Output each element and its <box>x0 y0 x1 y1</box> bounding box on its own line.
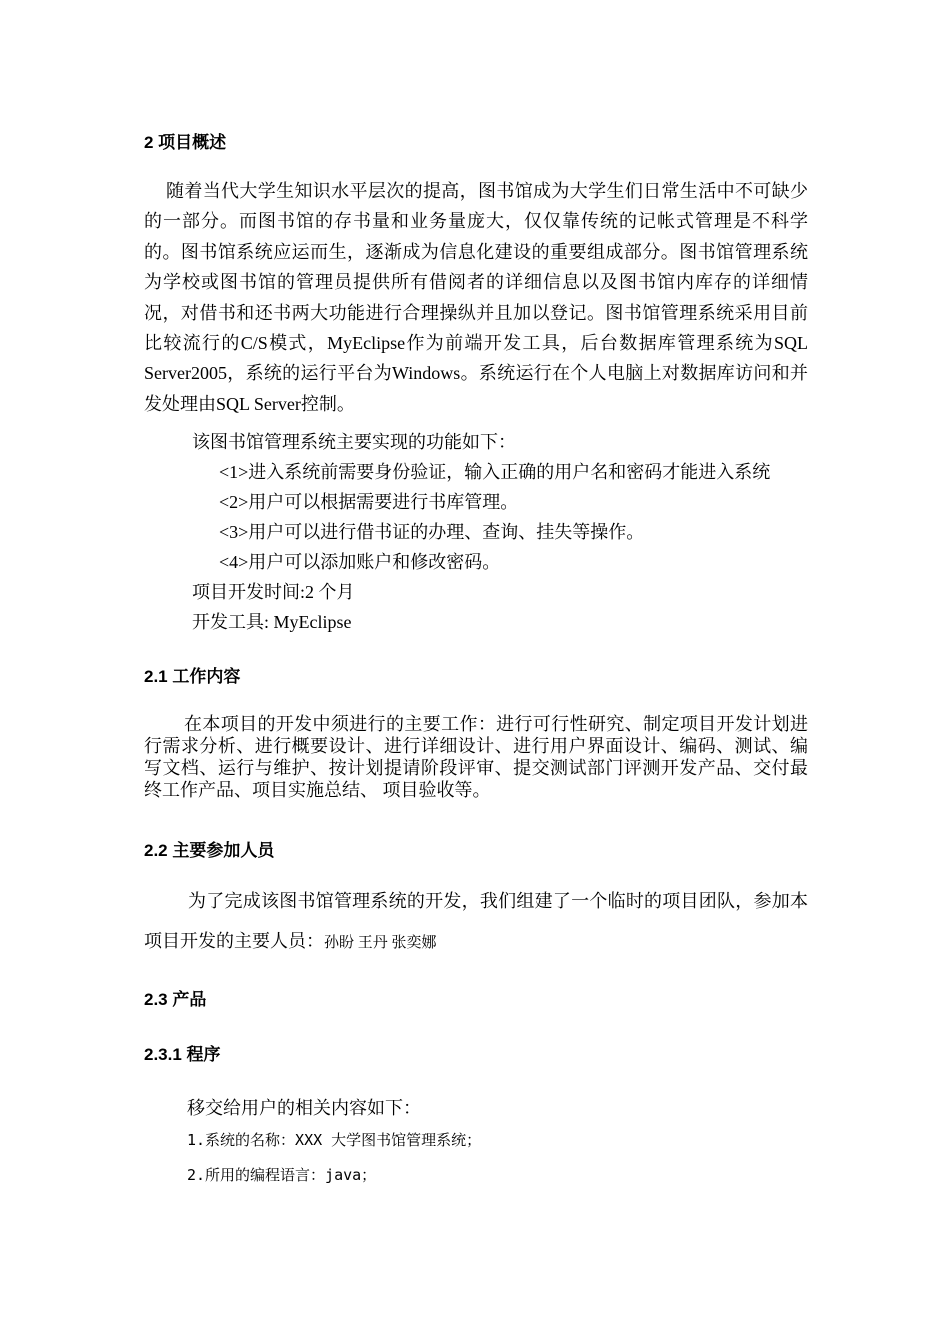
function-item-2: <2>用户可以根据需要进行书库管理。 <box>219 492 519 512</box>
team-paragraph <box>144 881 808 963</box>
section-heading-2: 2 项目概述 <box>144 133 227 152</box>
work-content-paragraph: 在本项目的开发中须进行的主要工作：进行可行性研究、制定项目开发计划进行需求分析、进行概要设计、进行详细设计、进行用户界面设计、编码、测试、编写文档、运行与维护、按计划提请阶段评审、提交测试部门评测开发产品、交付最终工作产品、项目实施总结、 项目验收等。 <box>144 714 808 800</box>
deliverable-item-2: 2.所用的编程语言：java； <box>187 1166 377 1184</box>
functions-intro: 该图书馆管理系统主要实现的功能如下： <box>192 432 516 452</box>
function-item-4: <4>用户可以添加账户和修改密码。 <box>219 552 501 572</box>
dev-time: 项目开发时间:2 个月 <box>192 582 355 602</box>
overview-paragraph: 随着当代大学生知识水平层次的提高，图书馆成为大学生们日常生活中不可缺少的一部分。而图书馆的存书量和业务量庞大，仅仅靠传统的记帐式管理是不科学的。图书馆系统应运而生，逐渐成为信息化建设的重要组成部分。图书馆管理系统为学校或图书馆的管理员提供所有借阅者的详细信息以及图书馆内库存的详细情况，对借书和还书两大功能进行合理操纵并且加以登记。图书馆管理系统采用目前比较流行的C/S模式，MyEclipse作为前端开发工具，后台数据库管理系统为SQL Server2005，系统的运行平台为Windows。系统运行在个人电脑上对数据库访问和并发处理由SQL Server控制。 <box>144 181 808 414</box>
deliverables-intro: 移交给用户的相关内容如下： <box>187 1098 421 1118</box>
team-text: 为了完成该图书馆管理系统的开发，我们组建了一个临时的项目团队，参加本项目开发的主要人员： <box>144 891 808 951</box>
section-heading-2-3-1: 2.3.1 程序 <box>144 1045 221 1064</box>
function-item-3: <3>用户可以进行借书证的办理、查询、挂失等操作。 <box>219 522 645 542</box>
function-item-1: <1>进入系统前需要身份验证，输入正确的用户名和密码才能进入系统 <box>219 462 771 482</box>
section-heading-2-2: 2.2 主要参加人员 <box>144 841 275 860</box>
team-members: 孙盼 王丹 张奕娜 <box>324 935 437 951</box>
section-heading-2-1: 2.1 工作内容 <box>144 667 241 686</box>
dev-tool: 开发工具: MyEclipse <box>192 612 352 632</box>
deliverable-item-1: 1.系统的名称：XXX 大学图书馆管理系统； <box>187 1131 482 1149</box>
section-heading-2-3: 2.3 产品 <box>144 990 207 1009</box>
